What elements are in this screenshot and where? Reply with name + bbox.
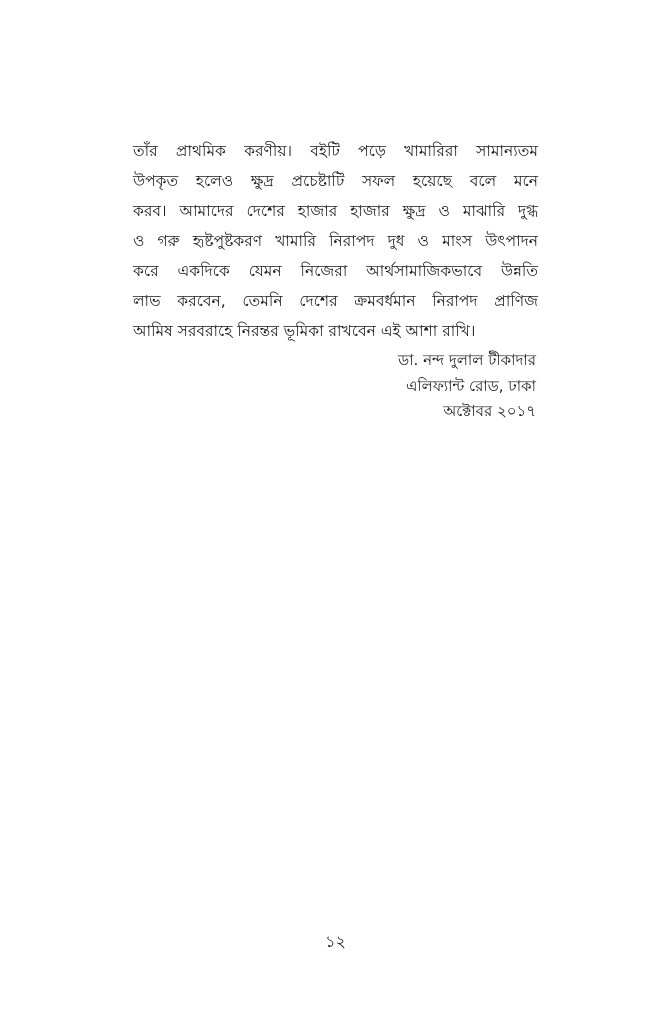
paragraph-line: লাভ করবেন, তেমনি দেশের ক্রমবর্ধমান নিরাপদ প্রাণিজ bbox=[133, 292, 538, 310]
paragraph-line: করব। আমাদের দেশের হাজার হাজার ক্ষুদ্র ও মাঝারি দুগ্ধ bbox=[133, 202, 538, 220]
paragraph-line: উপকৃত হলেও ক্ষুদ্র প্রচেষ্টাটি সফল হয়েছে বলে মনে bbox=[133, 172, 538, 190]
author-name: ডা. নন্দ দুলাল টীকাদার bbox=[398, 351, 536, 369]
paragraph-line: আমিষ সরবরাহে নিরন্তর ভূমিকা রাখবেন এই আশা রাখি। bbox=[133, 322, 476, 340]
paragraph-line: ও গরু হৃষ্টপুষ্টকরণ খামারি নিরাপদ দুধ ও মাংস উৎপাদন bbox=[133, 232, 538, 250]
page-number: ১২ bbox=[325, 932, 346, 951]
paragraph-line: করে একদিকে যেমন নিজেরা আর্থসামাজিকভাবে উন্নতি bbox=[133, 262, 538, 280]
signature-block bbox=[398, 348, 536, 425]
signature-date: অক্টোবর ২০১৭ bbox=[443, 402, 536, 420]
paragraph-line: তাঁর প্রাথমিক করণীয়। বইটি পড়ে খামারিরা সামান্যতম bbox=[133, 142, 538, 160]
body-paragraph bbox=[133, 136, 538, 346]
author-address: এলিফ্যান্ট রোড, ঢাকা bbox=[405, 376, 536, 395]
